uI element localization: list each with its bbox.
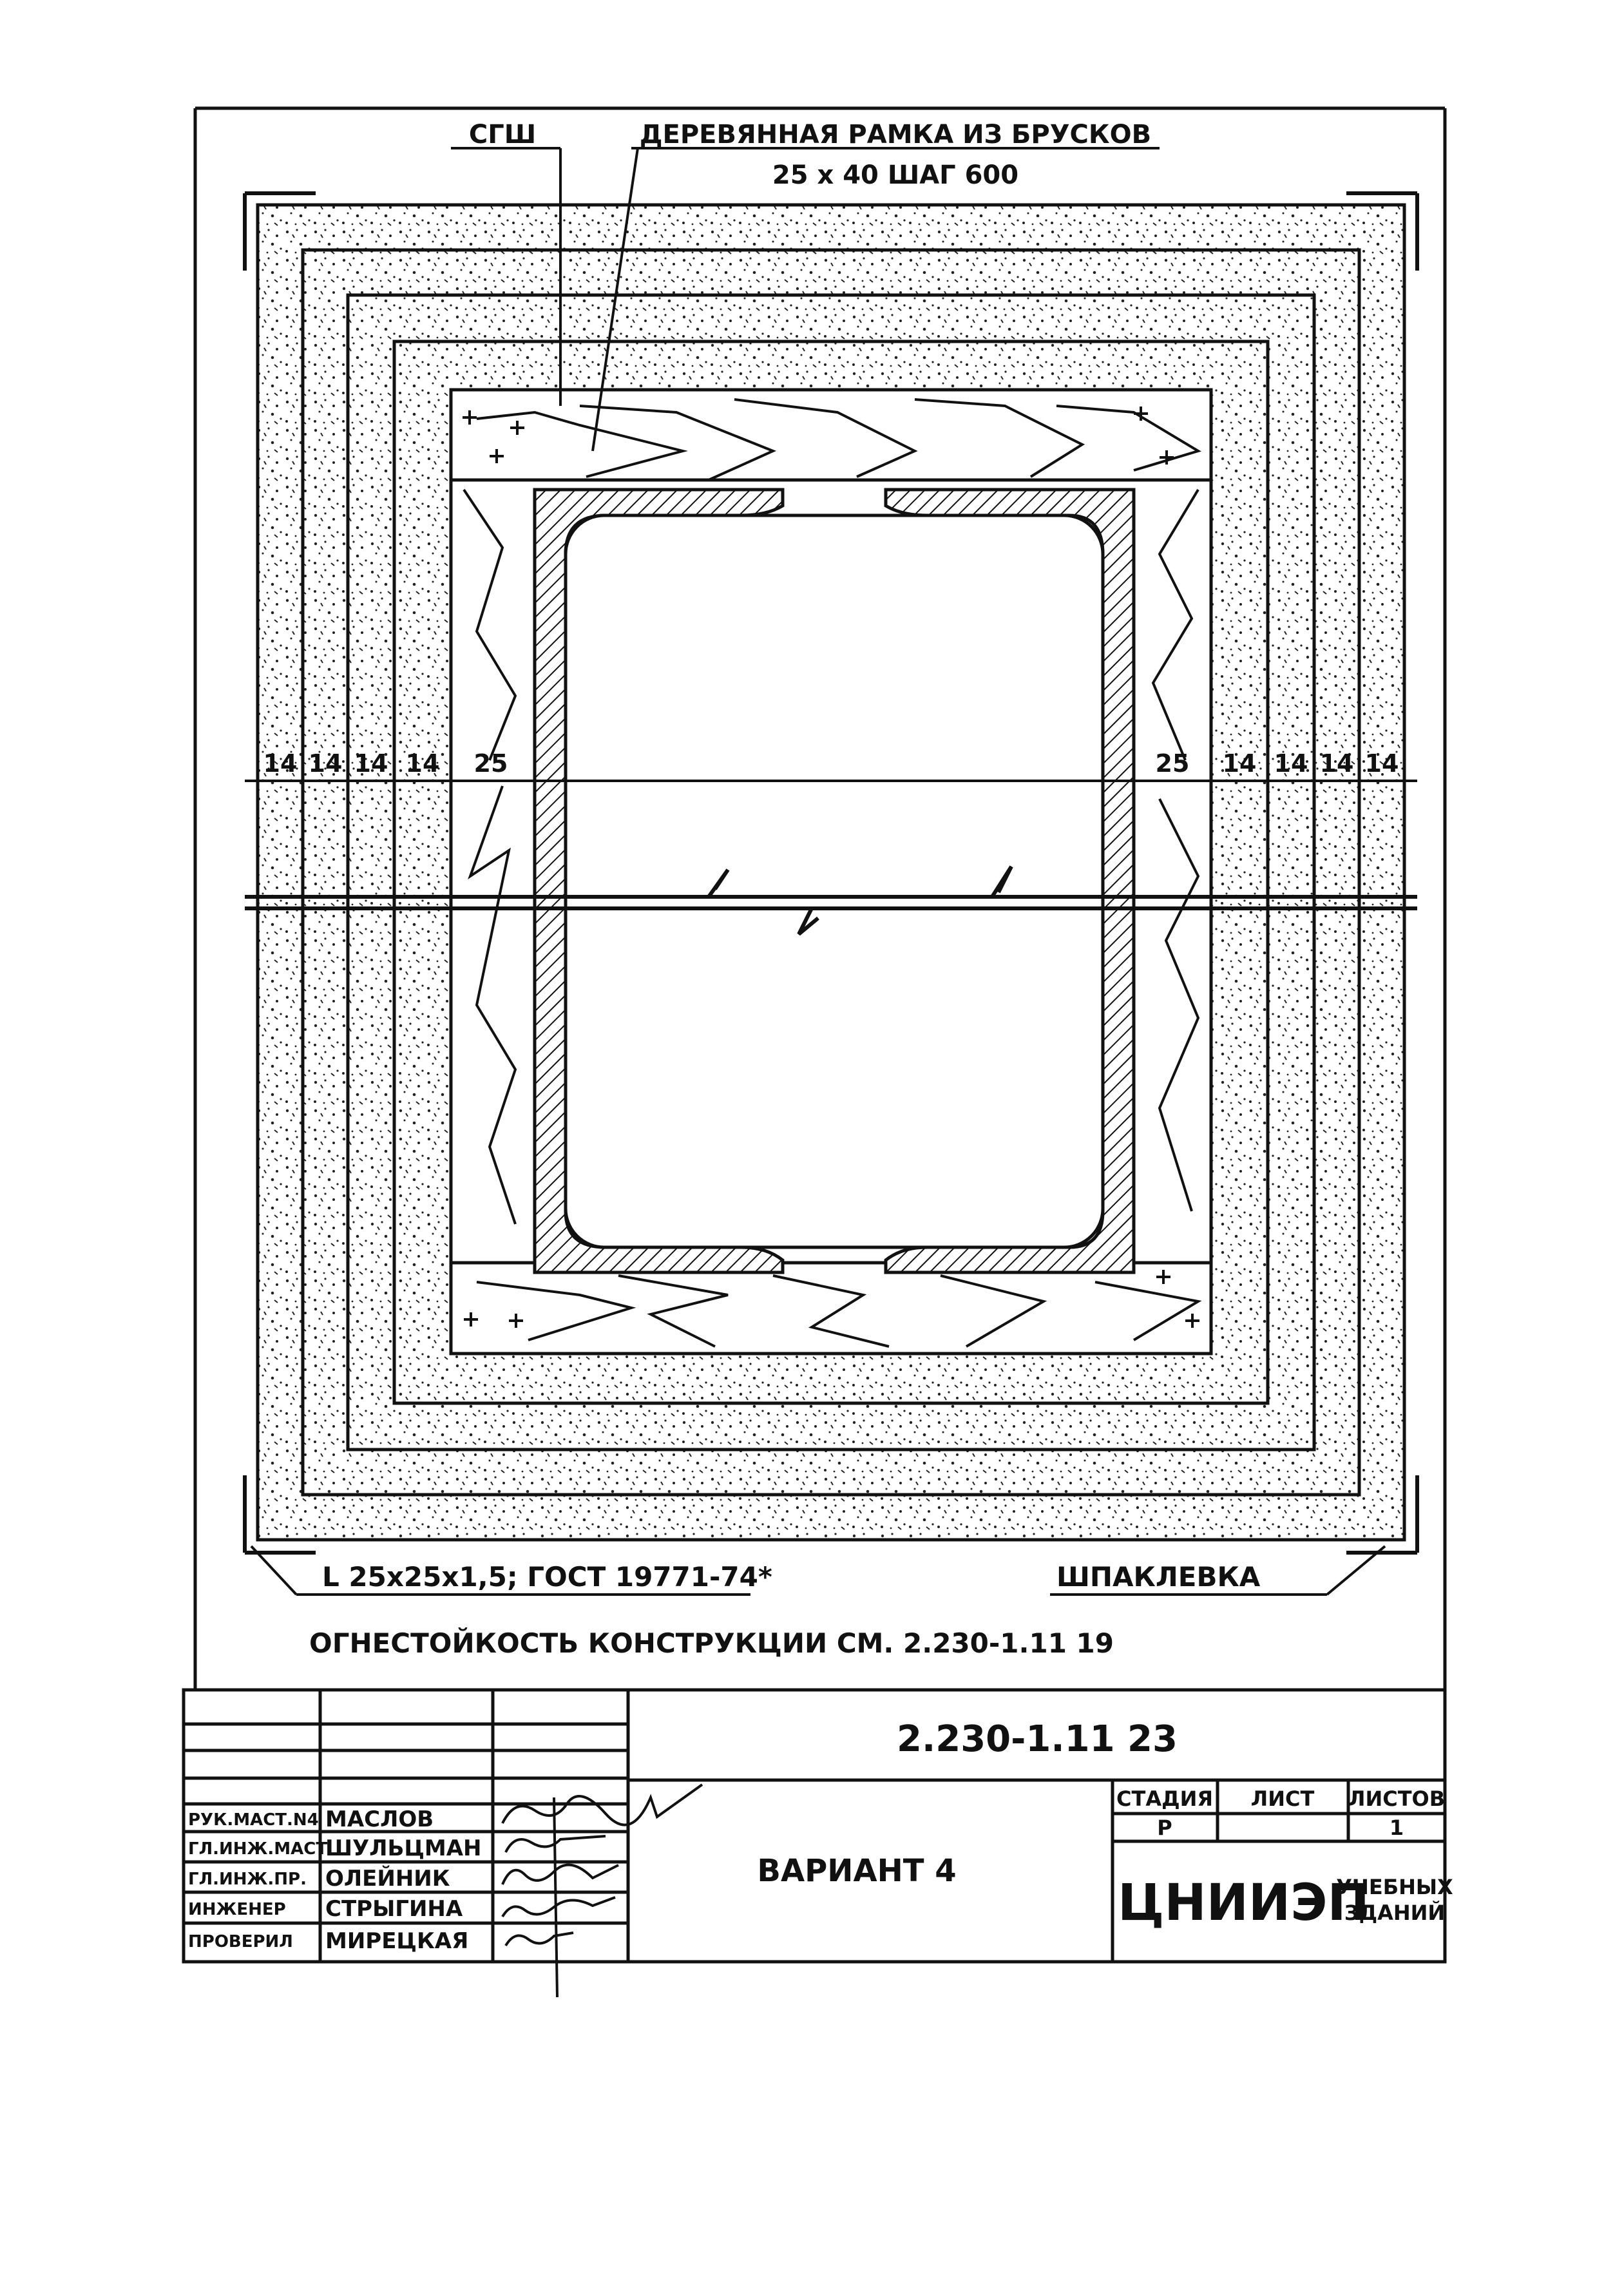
staff-role-4: ИНЖЕНЕР: [188, 1900, 286, 1919]
dim-left-2: 14: [308, 749, 343, 778]
label-frame-line2: 25 х 40 ШАГ 600: [772, 160, 1019, 190]
org-name: ЦНИИЭП: [1118, 1874, 1370, 1932]
timber-bar-bottom: [451, 1263, 1211, 1354]
dim-left-4: 14: [405, 749, 440, 778]
staff-name-5: МИРЕЦКАЯ: [325, 1928, 469, 1954]
dim-left-3: 14: [354, 749, 388, 778]
label-frame-line1: ДЕРЕВЯННАЯ РАМКА ИЗ БРУСКОВ: [639, 120, 1152, 149]
stage-value: Р: [1157, 1816, 1172, 1840]
label-fire-resistance: ОГНЕСТОЙКОСТЬ КОНСТРУКЦИИ СМ. 2.230-1.11 19: [309, 1627, 1114, 1659]
timber-bar-top: [451, 390, 1211, 480]
label-angle: L 25х25х1,5; ГОСТ 19771-74*: [322, 1561, 772, 1593]
profile-cavity: [566, 515, 1103, 1247]
sheets-header: ЛИСТОВ: [1348, 1787, 1446, 1811]
org-sub-1: УЧЕБНЫХ: [1336, 1875, 1453, 1899]
dim-right-1: 25: [1155, 749, 1190, 778]
org-sub-2: ЗДАНИЙ: [1344, 1901, 1446, 1925]
staff-name-3: ОЛЕЙНИК: [325, 1866, 450, 1892]
label-sgsh: СГШ: [468, 120, 537, 149]
staff-role-2: ГЛ.ИНЖ.МАСТ: [188, 1839, 328, 1859]
dim-right-2: 14: [1222, 749, 1257, 778]
sheet-header: ЛИСТ: [1250, 1787, 1315, 1811]
staff-role-1: РУК.МАСТ.N4: [188, 1810, 319, 1830]
staff-role-5: ПРОВЕРИЛ: [188, 1932, 293, 1951]
sheets-value: 1: [1389, 1816, 1404, 1840]
sheet-title: ВАРИАНТ 4: [757, 1853, 957, 1889]
stage-header: СТАДИЯ: [1116, 1787, 1213, 1811]
staff-name-1: МАСЛОВ: [325, 1806, 434, 1832]
dim-left-5: 25: [473, 749, 508, 778]
staff-name-2: ШУЛЬЦМАН: [325, 1835, 482, 1861]
dim-right-5: 14: [1364, 749, 1399, 778]
column-section: [245, 148, 1417, 1595]
doc-code: 2.230-1.11 23: [897, 1718, 1178, 1760]
dim-right-4: 14: [1319, 749, 1354, 778]
dim-left-1: 14: [263, 749, 298, 778]
staff-role-3: ГЛ.ИНЖ.ПР.: [188, 1870, 307, 1889]
label-putty: ШПАКЛЕВКА: [1056, 1561, 1261, 1593]
dim-right-3: 14: [1274, 749, 1308, 778]
staff-name-4: СТРЫГИНА: [325, 1896, 463, 1922]
